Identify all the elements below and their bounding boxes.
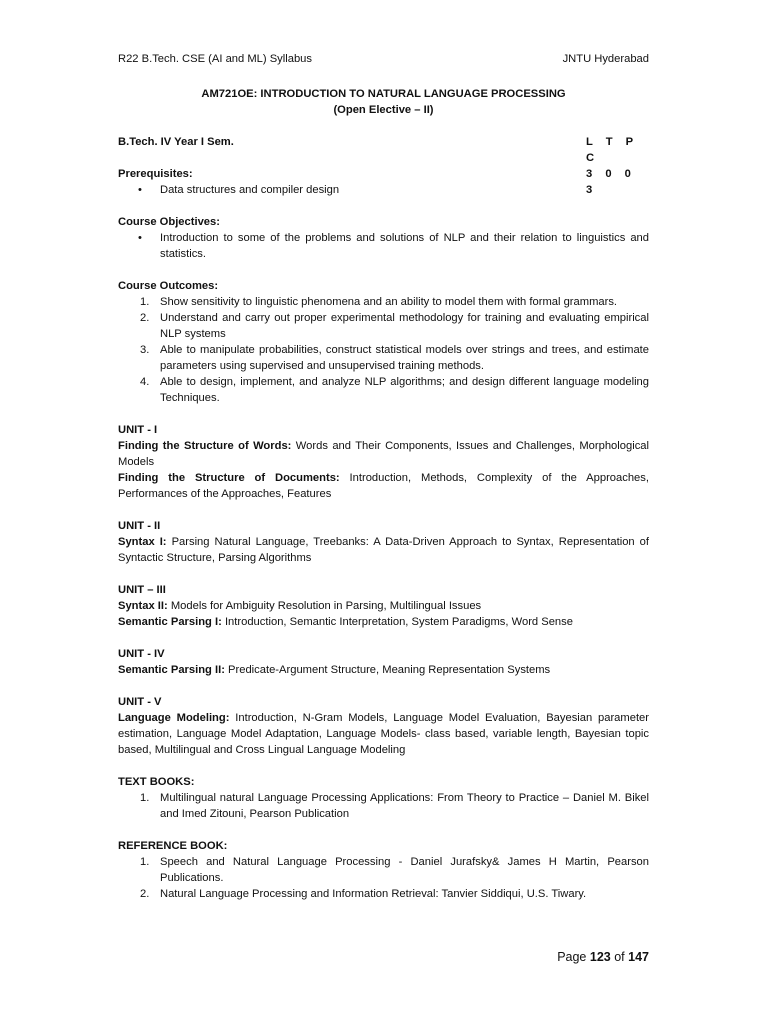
semester-label: B.Tech. IV Year I Sem.: [118, 136, 234, 148]
list-item: 4. Able to design, implement, and analyze NLP algorithms; and design different language modeling Techniques.: [140, 376, 649, 404]
course-title: AM721OE: INTRODUCTION TO NATURAL LANGUAGE PROCESSING: [201, 88, 566, 100]
unit-3-topic-2: Semantic Parsing I: Introduction, Semantic Interpretation, System Paradigms, Word Sense: [118, 616, 573, 628]
page-number: 123: [589, 950, 611, 964]
objectives-list: [118, 230, 649, 262]
textbooks-list: [118, 790, 649, 822]
unit-4-title: UNIT - IV: [118, 648, 165, 660]
page-header: [118, 51, 649, 67]
list-item: 1. Speech and Natural Language Processing - Daniel Jurafsky& James H Martin, Pearson Publications.: [140, 856, 649, 884]
list-item: 3. Able to manipulate probabilities, construct statistical models over strings and trees, and estimate parameters using supervised and unsupervised training methods.: [140, 344, 649, 372]
unit-5-topic-1: Language Modeling: Introduction, N-Gram Models, Language Model Evaluation, Bayesian parameter estimation, Language Model Adaptation, Language Models- class based, variable length, Bayesian topic based, Multilingual and Cross Lingual Language Modeling: [118, 712, 650, 756]
bullet-icon: •: [138, 232, 142, 244]
unit-2-title: UNIT - II: [118, 520, 161, 532]
unit-1-topic-2: Finding the Structure of Documents: Introduction, Methods, Complexity of the Approaches, Performances of the Approaches, Features: [118, 472, 649, 500]
unit-4-topic-1: Semantic Parsing II: Predicate-Argument Structure, Meaning Representation Systems: [118, 664, 551, 676]
prerequisites-list: [118, 182, 649, 198]
unit-1-title: UNIT - I: [118, 424, 158, 436]
unit-3-topic-1: Syntax II: Models for Ambiguity Resolution in Parsing, Multilingual Issues: [118, 600, 482, 612]
list-item: • Introduction to some of the problems and solutions of NLP and their relation to linguistics and statistics.: [138, 232, 649, 260]
objectives-heading: Course Objectives:: [118, 216, 220, 228]
unit-2-topic-1: Syntax I: Parsing Natural Language, Treebanks: A Data-Driven Approach to Syntax, Representation of Syntactic Structure, Parsing Algorithms: [118, 536, 649, 564]
list-item: 2. Natural Language Processing and Information Retrieval: Tanvier Siddiqui, U.S. Tiwary.: [140, 888, 587, 900]
unit-1-topic-1: Finding the Structure of Words: Words and Their Components, Issues and Challenges, Morphological Models: [118, 440, 649, 468]
list-item: 2. Understand and carry out proper experimental methodology for training and evaluating empirical NLP systems: [140, 312, 649, 340]
header-left: R22 B.Tech. CSE (AI and ML) Syllabus: [118, 53, 312, 65]
page-footer: [557, 948, 649, 966]
references-heading: REFERENCE BOOK:: [118, 840, 228, 852]
unit-3-title: UNIT – III: [118, 584, 166, 596]
list-item: 1. Multilingual natural Language Processing Applications: From Theory to Practice – Daniel M. Bikel and Imed Zitouni, Pearson Publication: [140, 792, 649, 820]
total-pages: 147: [628, 950, 649, 964]
course-subtitle: (Open Elective – II): [333, 104, 434, 116]
outcomes-heading: Course Outcomes:: [118, 280, 219, 292]
references-list: [118, 854, 649, 902]
header-right: JNTU Hyderabad: [562, 53, 649, 65]
page-content: [118, 86, 649, 902]
prerequisites-heading: Prerequisites:: [118, 168, 193, 180]
of-word: of: [614, 950, 625, 964]
unit-5-title: UNIT - V: [118, 696, 162, 708]
list-item: 1. Show sensitivity to linguistic phenomena and an ability to model them with formal grammars.: [140, 296, 618, 308]
outcomes-list: [118, 294, 649, 406]
ltpc-labels: L T P C: [586, 136, 638, 164]
textbooks-heading: TEXT BOOKS:: [118, 776, 195, 788]
list-item: • Data structures and compiler design: [138, 184, 340, 196]
page-word: Page: [557, 950, 587, 964]
ltpc-values: 3 0 0 3: [586, 168, 636, 196]
bullet-icon: •: [138, 184, 142, 196]
